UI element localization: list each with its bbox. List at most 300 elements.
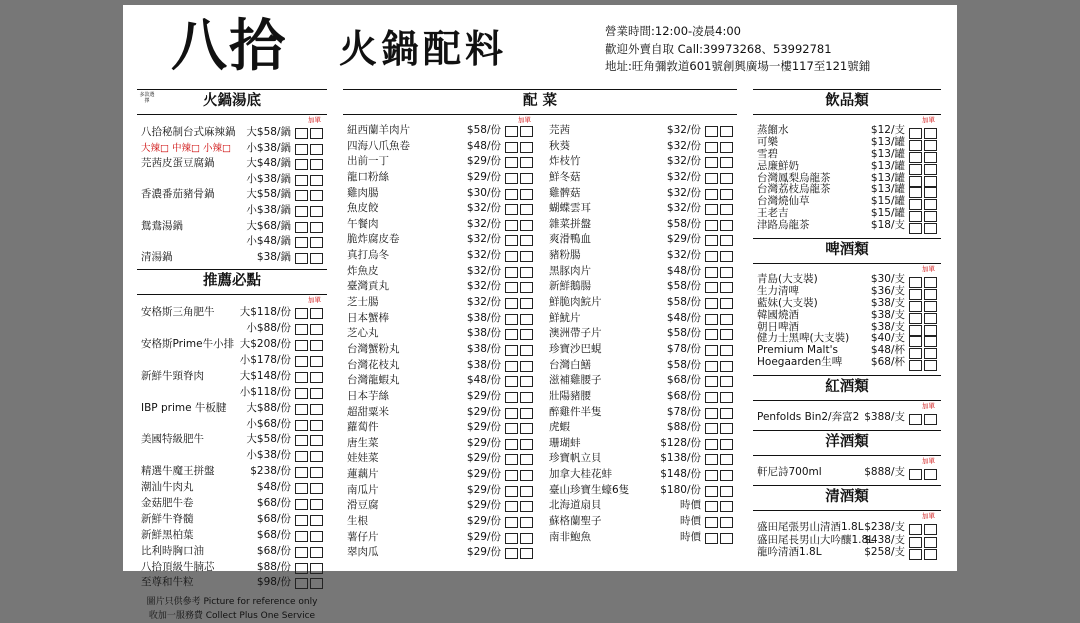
order-checkbox[interactable] bbox=[720, 251, 733, 262]
order-checkbox[interactable] bbox=[705, 392, 718, 403]
item-price: $40/支 bbox=[870, 332, 905, 345]
order-checkbox[interactable] bbox=[924, 469, 937, 480]
order-checkbox[interactable] bbox=[505, 501, 518, 512]
item-price: $32/份 bbox=[466, 202, 501, 215]
menu-item-row bbox=[545, 420, 737, 436]
item-price: 大$58/鍋 bbox=[246, 188, 291, 201]
item-name: 津路烏龍茶 bbox=[757, 219, 810, 232]
order-checkbox[interactable] bbox=[295, 237, 308, 248]
item-name: 雞髀菇 bbox=[549, 186, 581, 199]
item-name: Premium Malt's bbox=[757, 344, 838, 357]
menu-item-row bbox=[343, 342, 537, 358]
item-price: $78/份 bbox=[666, 342, 701, 355]
order-checkbox[interactable] bbox=[705, 501, 718, 512]
order-checkbox[interactable] bbox=[505, 533, 518, 544]
ingredients-list-left bbox=[343, 123, 537, 561]
add-order-label: 加單 bbox=[518, 116, 531, 124]
menu-item-row bbox=[343, 514, 537, 530]
order-checkbox[interactable] bbox=[505, 329, 518, 340]
menu-item-row bbox=[137, 432, 327, 448]
menu-item-row bbox=[545, 248, 737, 264]
item-name: 唐生菜 bbox=[347, 436, 379, 449]
order-checkbox[interactable] bbox=[295, 372, 308, 383]
order-checkbox[interactable] bbox=[505, 189, 518, 200]
item-name: 蓮藕片 bbox=[347, 468, 379, 481]
item-price: $238/支 bbox=[864, 521, 905, 534]
order-checkbox[interactable] bbox=[505, 486, 518, 497]
item-price: $13/罐 bbox=[870, 171, 905, 184]
order-checkbox[interactable] bbox=[310, 578, 323, 589]
order-checkbox[interactable] bbox=[909, 360, 922, 371]
order-checkbox[interactable] bbox=[310, 222, 323, 233]
order-checkbox[interactable] bbox=[720, 470, 733, 481]
order-checkbox[interactable] bbox=[505, 439, 518, 450]
order-checkbox[interactable] bbox=[310, 128, 323, 139]
order-checkbox[interactable] bbox=[505, 376, 518, 387]
menu-item-row bbox=[343, 139, 537, 155]
order-checkbox[interactable] bbox=[520, 345, 533, 356]
order-checkbox[interactable] bbox=[705, 376, 718, 387]
order-checkbox[interactable] bbox=[520, 408, 533, 419]
order-checkbox[interactable] bbox=[505, 408, 518, 419]
order-checkbox[interactable] bbox=[295, 206, 308, 217]
order-checkbox[interactable] bbox=[520, 376, 533, 387]
order-checkbox[interactable] bbox=[520, 157, 533, 168]
order-checkbox[interactable] bbox=[720, 126, 733, 137]
order-checkbox[interactable] bbox=[705, 126, 718, 137]
order-checkbox[interactable] bbox=[295, 144, 308, 155]
menu-item-row bbox=[343, 326, 537, 342]
menu-item-row bbox=[137, 305, 327, 321]
order-checkbox[interactable] bbox=[705, 298, 718, 309]
item-price: $29/份 bbox=[466, 155, 501, 168]
order-checkbox[interactable] bbox=[505, 157, 518, 168]
order-checkbox[interactable] bbox=[520, 470, 533, 481]
order-checkbox[interactable] bbox=[705, 517, 718, 528]
menu-item-row bbox=[343, 201, 537, 217]
order-checkbox[interactable] bbox=[505, 517, 518, 528]
item-price: 大$48/鍋 bbox=[246, 157, 291, 170]
item-price: $30/份 bbox=[466, 186, 501, 199]
menu-item-row bbox=[753, 546, 941, 559]
order-checkbox[interactable] bbox=[310, 372, 323, 383]
item-name: 炸魚皮 bbox=[347, 264, 379, 277]
order-checkbox[interactable] bbox=[720, 220, 733, 231]
order-checkbox[interactable] bbox=[310, 253, 323, 264]
order-checkbox[interactable] bbox=[720, 189, 733, 200]
order-checkbox[interactable] bbox=[310, 451, 323, 462]
order-checkbox[interactable] bbox=[705, 361, 718, 372]
item-name: 蝴蝶雲耳 bbox=[549, 202, 591, 215]
order-checkbox[interactable] bbox=[720, 314, 733, 325]
item-price: $32/份 bbox=[666, 155, 701, 168]
order-checkbox[interactable] bbox=[705, 173, 718, 184]
menu-item-row bbox=[343, 264, 537, 280]
order-checkbox[interactable] bbox=[705, 189, 718, 200]
item-price: 時價 bbox=[680, 530, 701, 543]
order-checkbox[interactable] bbox=[520, 282, 533, 293]
order-checkbox[interactable] bbox=[520, 298, 533, 309]
menu-item-row bbox=[545, 451, 737, 467]
order-checkbox[interactable] bbox=[520, 486, 533, 497]
order-checkbox[interactable] bbox=[505, 173, 518, 184]
item-name: 台灣鳳梨烏龍茶 bbox=[757, 171, 831, 184]
order-checkbox[interactable] bbox=[295, 420, 308, 431]
order-checkbox[interactable] bbox=[310, 563, 323, 574]
order-checkbox[interactable] bbox=[720, 345, 733, 356]
order-checkbox[interactable] bbox=[520, 189, 533, 200]
item-price: $29/份 bbox=[666, 233, 701, 246]
order-checkbox[interactable] bbox=[705, 204, 718, 215]
menu-item-row bbox=[137, 560, 327, 576]
item-name: 芝心丸 bbox=[347, 327, 379, 340]
order-checkbox[interactable] bbox=[909, 414, 922, 425]
order-checkbox[interactable] bbox=[310, 159, 323, 170]
order-checkbox[interactable] bbox=[310, 515, 323, 526]
order-checkbox[interactable] bbox=[909, 549, 922, 560]
order-checkbox[interactable] bbox=[520, 142, 533, 153]
order-checkbox[interactable] bbox=[295, 308, 308, 319]
order-checkbox[interactable] bbox=[310, 237, 323, 248]
order-checkbox[interactable] bbox=[295, 324, 308, 335]
order-checkbox[interactable] bbox=[310, 420, 323, 431]
menu-item-row bbox=[137, 156, 327, 172]
order-checkbox[interactable] bbox=[295, 483, 308, 494]
order-checkbox[interactable] bbox=[720, 533, 733, 544]
order-checkbox[interactable] bbox=[310, 144, 323, 155]
item-name: 台灣花枝丸 bbox=[347, 358, 400, 371]
order-checkbox[interactable] bbox=[520, 533, 533, 544]
order-checkbox[interactable] bbox=[705, 267, 718, 278]
item-price: $48/份 bbox=[466, 374, 501, 387]
order-checkbox[interactable] bbox=[705, 423, 718, 434]
menu-item-row bbox=[343, 467, 537, 483]
order-checkbox[interactable] bbox=[705, 408, 718, 419]
item-name: 午餐肉 bbox=[347, 217, 379, 230]
order-checkbox[interactable] bbox=[520, 501, 533, 512]
item-name: 雪碧 bbox=[757, 147, 778, 160]
order-checkbox[interactable] bbox=[720, 142, 733, 153]
item-price: $29/份 bbox=[466, 389, 501, 402]
item-price: $18/支 bbox=[870, 219, 905, 232]
menu-item-row bbox=[343, 483, 537, 499]
item-name: 臺山珍寶生蠔6隻 bbox=[549, 483, 630, 496]
order-checkbox[interactable] bbox=[720, 454, 733, 465]
item-name: 秋葵 bbox=[549, 139, 570, 152]
item-name: 台灣蟹粉丸 bbox=[347, 342, 400, 355]
menu-item-row bbox=[137, 448, 327, 464]
order-checkbox[interactable] bbox=[310, 175, 323, 186]
menu-item-row bbox=[545, 358, 737, 374]
item-name: 藍妹(大支裝) bbox=[757, 296, 818, 309]
order-checkbox[interactable] bbox=[720, 282, 733, 293]
order-checkbox[interactable] bbox=[310, 531, 323, 542]
order-checkbox[interactable] bbox=[295, 563, 308, 574]
item-name: 澳洲帶子片 bbox=[549, 327, 602, 340]
order-checkbox[interactable] bbox=[295, 175, 308, 186]
menu-item-row bbox=[753, 534, 941, 547]
order-checkbox[interactable] bbox=[705, 533, 718, 544]
order-checkbox[interactable] bbox=[295, 547, 308, 558]
section-recommend-title: 推薦必點 bbox=[137, 269, 327, 295]
order-checkbox[interactable] bbox=[295, 515, 308, 526]
order-checkbox[interactable] bbox=[924, 223, 937, 234]
order-checkbox[interactable] bbox=[310, 547, 323, 558]
order-checkbox[interactable] bbox=[720, 423, 733, 434]
order-checkbox[interactable] bbox=[505, 267, 518, 278]
item-name: 紐西蘭羊肉片 bbox=[347, 124, 410, 136]
menu-item-row bbox=[753, 466, 941, 479]
order-checkbox[interactable] bbox=[720, 267, 733, 278]
item-price: 時價 bbox=[680, 515, 701, 528]
order-checkbox[interactable] bbox=[295, 356, 308, 367]
menu-item-row bbox=[545, 232, 737, 248]
order-checkbox[interactable] bbox=[505, 235, 518, 246]
menu-item-row bbox=[343, 420, 537, 436]
order-checkbox[interactable] bbox=[705, 345, 718, 356]
order-checkbox[interactable] bbox=[505, 548, 518, 559]
item-name: 台灣龍蝦丸 bbox=[347, 374, 400, 387]
menu-item-row bbox=[343, 248, 537, 264]
order-checkbox[interactable] bbox=[295, 159, 308, 170]
menu-item-row bbox=[343, 311, 537, 327]
item-price: $38/支 bbox=[870, 308, 905, 321]
order-checkbox[interactable] bbox=[295, 128, 308, 139]
item-name: 朝日啤酒 bbox=[757, 320, 799, 333]
add-order-label: 加單 bbox=[922, 116, 935, 124]
item-name: 蘿蔔件 bbox=[347, 421, 379, 434]
item-price: $888/支 bbox=[864, 466, 905, 479]
order-checkbox[interactable] bbox=[520, 329, 533, 340]
order-checkbox[interactable] bbox=[310, 190, 323, 201]
order-checkbox[interactable] bbox=[705, 251, 718, 262]
order-checkbox[interactable] bbox=[520, 220, 533, 231]
order-checkbox[interactable] bbox=[505, 251, 518, 262]
order-checkbox[interactable] bbox=[924, 549, 937, 560]
order-checkbox[interactable] bbox=[720, 298, 733, 309]
order-checkbox[interactable] bbox=[310, 356, 323, 367]
order-checkbox[interactable] bbox=[720, 486, 733, 497]
item-name: 比利時胸口油 bbox=[141, 544, 204, 557]
item-name: 薯仔片 bbox=[347, 530, 379, 543]
order-checkbox[interactable] bbox=[705, 314, 718, 325]
order-checkbox[interactable] bbox=[310, 206, 323, 217]
menu-item-row bbox=[545, 498, 737, 514]
item-name: 新鮮鵝腸 bbox=[549, 280, 591, 293]
item-price: $29/份 bbox=[466, 483, 501, 496]
order-checkbox[interactable] bbox=[505, 361, 518, 372]
menu-item-row bbox=[137, 321, 327, 337]
menu-item-row bbox=[753, 286, 941, 298]
item-price: $58/份 bbox=[666, 327, 701, 340]
order-checkbox[interactable] bbox=[310, 324, 323, 335]
order-checkbox[interactable] bbox=[295, 578, 308, 589]
order-checkbox[interactable] bbox=[310, 499, 323, 510]
order-checkbox[interactable] bbox=[909, 469, 922, 480]
order-checkbox[interactable] bbox=[720, 517, 733, 528]
order-checkbox[interactable] bbox=[720, 157, 733, 168]
order-checkbox[interactable] bbox=[720, 439, 733, 450]
item-price: $38/份 bbox=[466, 358, 501, 371]
order-checkbox[interactable] bbox=[505, 470, 518, 481]
item-name: 滋補雞腰子 bbox=[549, 374, 602, 387]
item-price: $68/杯 bbox=[870, 356, 905, 369]
item-price: $29/份 bbox=[466, 468, 501, 481]
order-checkbox[interactable] bbox=[310, 467, 323, 478]
order-checkbox[interactable] bbox=[505, 392, 518, 403]
item-price: $29/份 bbox=[466, 421, 501, 434]
menu-item-row bbox=[137, 219, 327, 235]
order-checkbox[interactable] bbox=[310, 340, 323, 351]
item-name: 滑豆腐 bbox=[347, 499, 379, 512]
item-name: 北海道扇貝 bbox=[549, 499, 602, 512]
order-checkbox[interactable] bbox=[310, 404, 323, 415]
item-price: $48/份 bbox=[666, 264, 701, 277]
order-checkbox[interactable] bbox=[909, 223, 922, 234]
order-checkbox[interactable] bbox=[520, 126, 533, 137]
order-checkbox[interactable] bbox=[720, 376, 733, 387]
order-checkbox[interactable] bbox=[705, 486, 718, 497]
order-checkbox[interactable] bbox=[520, 423, 533, 434]
order-checkbox[interactable] bbox=[705, 439, 718, 450]
order-checkbox[interactable] bbox=[720, 501, 733, 512]
menu-item-row bbox=[137, 337, 327, 353]
order-checkbox[interactable] bbox=[505, 314, 518, 325]
item-price: $32/份 bbox=[666, 170, 701, 183]
order-checkbox[interactable] bbox=[505, 126, 518, 137]
item-price: $48/份 bbox=[256, 481, 291, 494]
order-checkbox[interactable] bbox=[520, 267, 533, 278]
order-checkbox[interactable] bbox=[720, 408, 733, 419]
menu-item-row bbox=[545, 123, 737, 139]
order-checkbox[interactable] bbox=[505, 423, 518, 434]
menu-item-row bbox=[343, 232, 537, 248]
order-checkbox[interactable] bbox=[705, 282, 718, 293]
item-name: 日本芋絲 bbox=[347, 389, 389, 402]
order-checkbox[interactable] bbox=[705, 329, 718, 340]
menu-item-row bbox=[137, 172, 327, 188]
order-checkbox[interactable] bbox=[520, 173, 533, 184]
order-checkbox[interactable] bbox=[295, 190, 308, 201]
item-price: $58/份 bbox=[666, 296, 701, 309]
order-checkbox[interactable] bbox=[924, 360, 937, 371]
order-checkbox[interactable] bbox=[705, 454, 718, 465]
order-checkbox[interactable] bbox=[720, 329, 733, 340]
item-price: $32/份 bbox=[666, 186, 701, 199]
order-checkbox[interactable] bbox=[705, 142, 718, 153]
item-price: 小$68/份 bbox=[246, 417, 291, 430]
order-checkbox[interactable] bbox=[520, 361, 533, 372]
menu-item-row bbox=[545, 483, 737, 499]
order-checkbox[interactable] bbox=[520, 439, 533, 450]
order-checkbox[interactable] bbox=[310, 483, 323, 494]
order-checkbox[interactable] bbox=[520, 204, 533, 215]
item-name: 忌廉鮮奶 bbox=[757, 159, 799, 172]
order-checkbox[interactable] bbox=[295, 467, 308, 478]
order-checkbox[interactable] bbox=[705, 157, 718, 168]
item-price: $13/罐 bbox=[870, 147, 905, 160]
section-red-wine-title: 紅酒類 bbox=[753, 375, 941, 401]
item-name: 金菇肥牛卷 bbox=[141, 497, 194, 510]
menu-item-row bbox=[545, 170, 737, 186]
order-checkbox[interactable] bbox=[705, 235, 718, 246]
menu-item-row bbox=[137, 496, 327, 512]
item-name: 大辣□ 中辣□ 小辣□ bbox=[141, 142, 231, 154]
menu-item-row bbox=[137, 369, 327, 385]
drinks-list bbox=[753, 125, 941, 232]
item-price: $68/份 bbox=[256, 544, 291, 557]
order-checkbox[interactable] bbox=[295, 451, 308, 462]
order-checkbox[interactable] bbox=[924, 414, 937, 425]
order-checkbox[interactable] bbox=[720, 392, 733, 403]
order-checkbox[interactable] bbox=[705, 470, 718, 481]
order-checkbox[interactable] bbox=[520, 548, 533, 559]
column-soup bbox=[137, 89, 327, 623]
order-checkbox[interactable] bbox=[295, 388, 308, 399]
item-name: 龍口粉絲 bbox=[347, 170, 389, 183]
order-checkbox[interactable] bbox=[295, 404, 308, 415]
order-checkbox[interactable] bbox=[705, 220, 718, 231]
menu-item-row bbox=[343, 123, 537, 139]
order-checkbox[interactable] bbox=[720, 235, 733, 246]
order-checkbox[interactable] bbox=[310, 308, 323, 319]
order-checkbox[interactable] bbox=[295, 253, 308, 264]
order-checkbox[interactable] bbox=[505, 142, 518, 153]
order-checkbox[interactable] bbox=[505, 298, 518, 309]
item-price: $13/罐 bbox=[870, 135, 905, 148]
order-checkbox[interactable] bbox=[295, 435, 308, 446]
order-checkbox[interactable] bbox=[295, 222, 308, 233]
menu-item-row bbox=[753, 137, 941, 149]
item-price: $58/份 bbox=[466, 124, 501, 136]
order-checkbox[interactable] bbox=[720, 204, 733, 215]
order-checkbox[interactable] bbox=[505, 282, 518, 293]
order-checkbox[interactable] bbox=[720, 173, 733, 184]
item-price: 小$38/鍋 bbox=[246, 172, 291, 185]
order-checkbox[interactable] bbox=[310, 435, 323, 446]
item-price: $29/份 bbox=[466, 452, 501, 465]
item-name: 醉雞件半隻 bbox=[549, 405, 602, 418]
item-price: $38/支 bbox=[870, 320, 905, 333]
order-checkbox[interactable] bbox=[295, 340, 308, 351]
order-checkbox[interactable] bbox=[505, 220, 518, 231]
item-name: 娃娃菜 bbox=[347, 452, 379, 465]
item-name: 美國特級肥牛 bbox=[141, 433, 204, 446]
order-checkbox[interactable] bbox=[520, 235, 533, 246]
menu-item-row bbox=[343, 436, 537, 452]
item-name: 雞肉腸 bbox=[347, 186, 379, 199]
item-name: 至尊和牛粒 bbox=[141, 576, 194, 589]
order-checkbox[interactable] bbox=[520, 314, 533, 325]
order-checkbox[interactable] bbox=[295, 531, 308, 542]
item-name: 鮮魷片 bbox=[549, 311, 581, 324]
order-checkbox[interactable] bbox=[720, 361, 733, 372]
order-checkbox[interactable] bbox=[505, 204, 518, 215]
item-price: $30/支 bbox=[870, 273, 905, 286]
order-checkbox[interactable] bbox=[505, 345, 518, 356]
order-checkboxes bbox=[907, 360, 937, 372]
order-checkbox[interactable] bbox=[310, 388, 323, 399]
order-checkbox[interactable] bbox=[520, 454, 533, 465]
order-checkbox[interactable] bbox=[505, 454, 518, 465]
menu-item-row bbox=[137, 528, 327, 544]
order-checkbox[interactable] bbox=[295, 499, 308, 510]
order-checkbox[interactable] bbox=[520, 392, 533, 403]
order-checkbox[interactable] bbox=[520, 251, 533, 262]
item-name: 新鮮牛脊髓 bbox=[141, 512, 194, 525]
order-checkbox[interactable] bbox=[520, 517, 533, 528]
item-price: 時價 bbox=[680, 499, 701, 512]
